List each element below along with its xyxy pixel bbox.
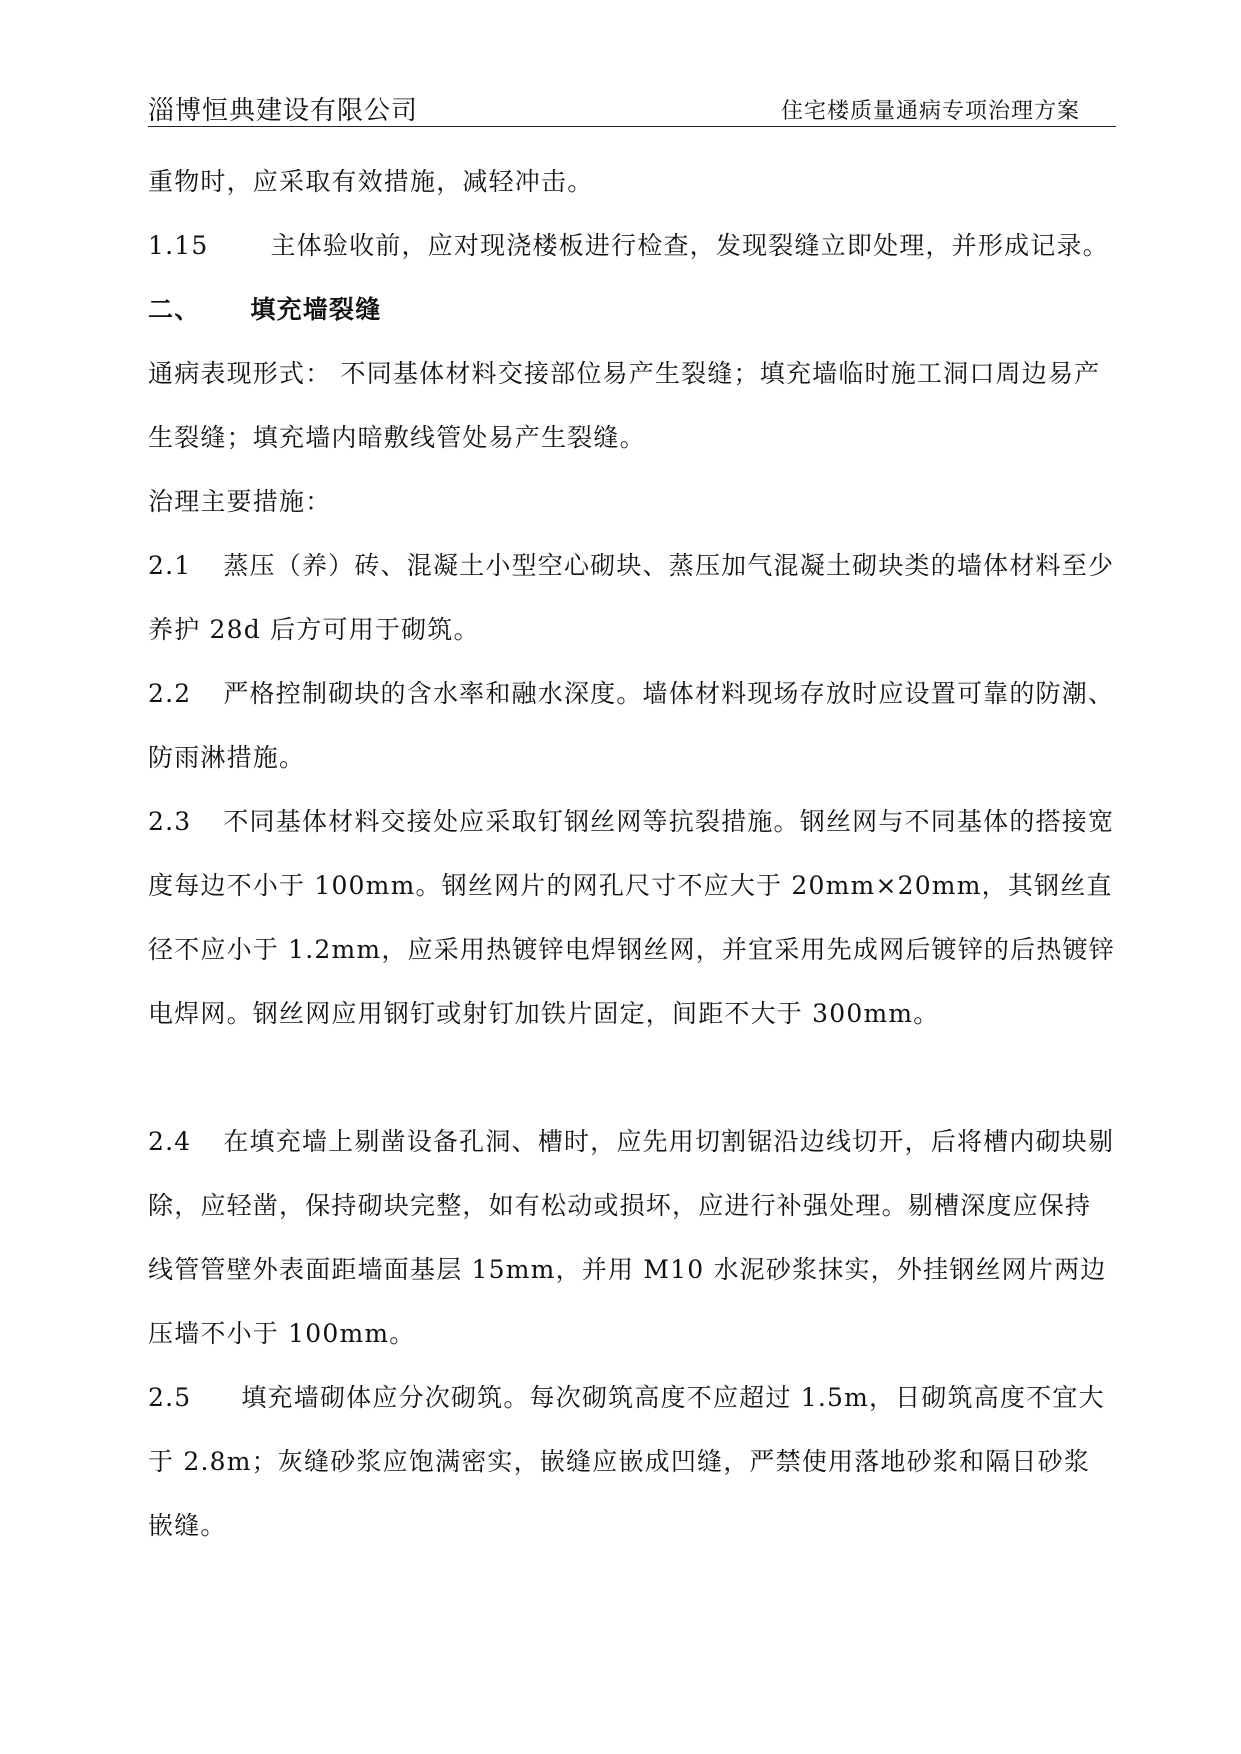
clause-text: 主体验收前，应对现浇楼板进行检查，发现裂缝立即处理，并形成记录。 (270, 231, 1109, 260)
clause-text: 蒸压（养）砖、混凝土小型空心砌块、蒸压加气混凝土砌块类的墙体材料至少养护 28d 后方可用于砌筑。 (148, 551, 1115, 644)
clause-text: 在填充墙上剔凿设备孔洞、槽时，应先用切割锯沿边线切开，后将槽内砌块剔除，应轻凿，保持砌块完整，如有松动或损坏，应进行补强处理。剔槽深度应保持线管管壁外表面距墙面基层 15mm，并用 M10 水泥砂浆抹实，外挂钢丝网片两边压墙不小于 100mm。 (148, 1127, 1115, 1348)
page-header (148, 86, 1116, 127)
company-name: 淄博恒典建设有限公司 (148, 96, 419, 126)
clause-number: 2.5 (148, 1383, 192, 1412)
paragraph-symptoms: 通病表现形式： 不同基体材料交接部位易产生裂缝；填充墙临时施工洞口周边易产生裂缝；填充墙内暗敷线管处易产生裂缝。 (148, 359, 1101, 452)
clause-number: 2.2 (148, 679, 192, 708)
document-body (148, 150, 1116, 1558)
section-heading (148, 278, 1116, 342)
clause-number: 2.3 (148, 807, 192, 836)
clause-text: 填充墙砌体应分次砌筑。每次砌筑高度不应超过 1.5m，日砌筑高度不宜大于 2.8m；灰缝砂浆应饱满密实，嵌缝应嵌成凹缝，严禁使用落地砂浆和隔日砂浆嵌缝。 (148, 1383, 1105, 1540)
document-title: 住宅楼质量通病专项治理方案 (780, 99, 1080, 124)
clause-2-3 (148, 790, 1116, 1046)
clause-2-1 (148, 534, 1116, 662)
clause-number: 1.15 (148, 231, 209, 260)
clause-2-5 (148, 1366, 1116, 1558)
clause-1-15 (148, 214, 1116, 278)
clause-text: 不同基体材料交接处应采取钉钢丝网等抗裂措施。钢丝网与不同基体的搭接宽度每边不小于 100mm。钢丝网片的网孔尺寸不应大于 20mm×20mm，其钢丝直径不应小于 1.2mm，应采用热镀锌电焊钢丝网，并宜采用先成网后镀锌的后热镀锌电焊网。钢丝网应用钢钉或射钉加铁片固定，间距不大于 300mm。 (148, 807, 1115, 1028)
paragraph-measures-label: 治理主要措施： (148, 487, 332, 516)
clause-number: 2.4 (148, 1127, 192, 1156)
paragraph: 重物时，应采取有效措施，减轻冲击。 (148, 167, 594, 196)
clause-2-4 (148, 1110, 1116, 1366)
clause-2-2 (148, 662, 1116, 790)
clause-text: 严格控制砌块的含水率和融水深度。墙体材料现场存放时应设置可靠的防潮、防雨淋措施。 (148, 679, 1115, 772)
section-number: 二、 (148, 295, 201, 324)
section-title: 填充墙裂缝 (250, 295, 382, 324)
clause-number: 2.1 (148, 551, 192, 580)
